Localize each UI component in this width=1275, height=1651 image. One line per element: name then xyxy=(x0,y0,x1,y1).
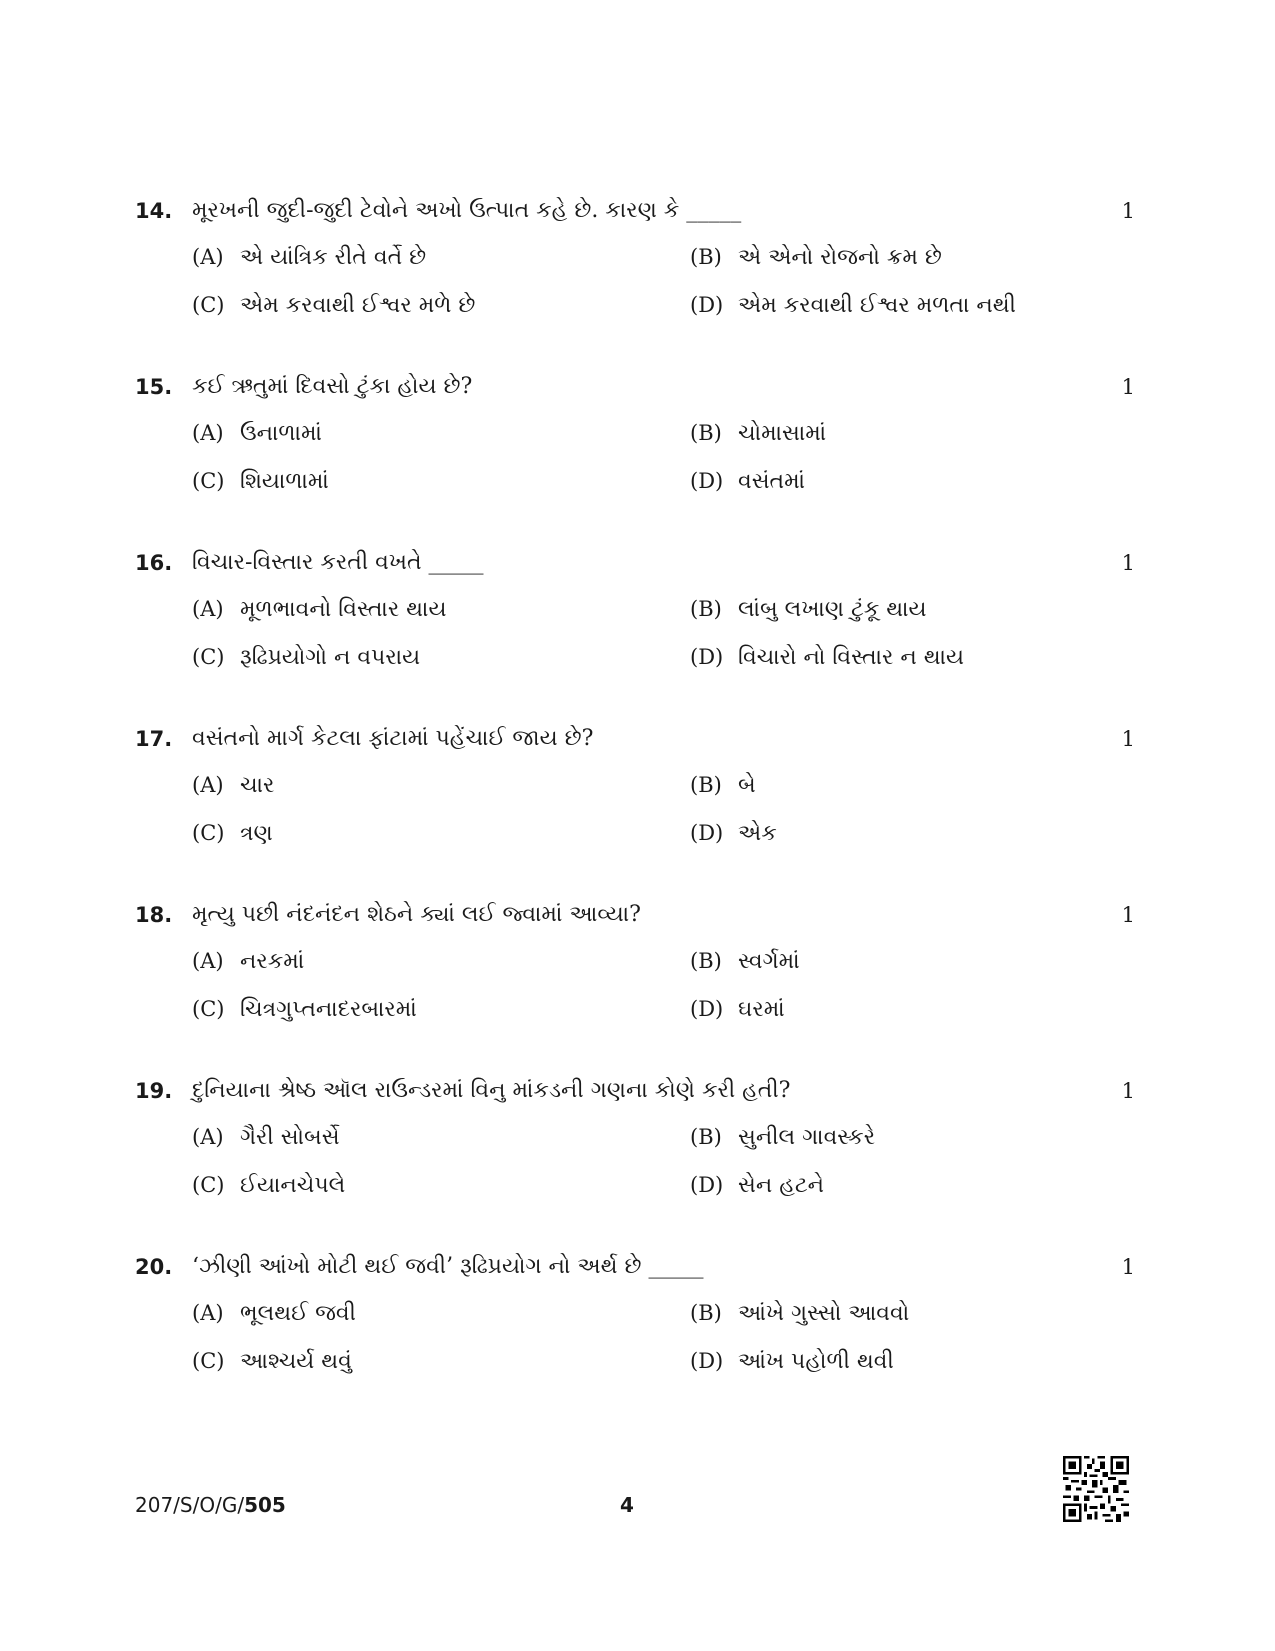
question-18 xyxy=(135,897,1135,1047)
option-text: એ એનો રોજનો ક્રમ છે xyxy=(738,245,942,270)
paper-code xyxy=(135,1491,286,1519)
option-b xyxy=(690,943,800,979)
option-label: (D) xyxy=(690,469,724,493)
option-label: (B) xyxy=(690,597,722,621)
question-line xyxy=(135,897,1135,933)
option-text: શિયાળામાં xyxy=(240,469,329,494)
option-text: નરકમાં xyxy=(240,949,305,974)
question-line xyxy=(135,369,1135,405)
option-text: એમ કરવાથી ઈશ્વર મળતા નથી xyxy=(738,293,1016,318)
option-label: (C) xyxy=(192,1173,225,1197)
option-c xyxy=(192,815,273,851)
option-label: (B) xyxy=(690,773,722,797)
option-d xyxy=(690,639,964,675)
question-text: વિચાર-વિસ્તાર કરતી વખતે _____ xyxy=(192,550,484,575)
question-marks: 1 xyxy=(1121,551,1135,575)
question-number: 19. xyxy=(135,1079,173,1103)
question-text: કઈ ઋતુમાં દિવસો ટુંકા હોય છે? xyxy=(192,374,473,399)
option-text: બે xyxy=(738,773,756,798)
question-text: મૃત્યુ પછી નંદનંદન શેઠને ક્યાં લઈ જ્વામાં આવ્યા? xyxy=(192,902,641,927)
question-17 xyxy=(135,721,1135,871)
question-marks: 1 xyxy=(1121,727,1135,751)
option-a xyxy=(192,591,446,627)
option-d xyxy=(690,815,777,851)
option-label: (C) xyxy=(192,821,225,845)
option-b xyxy=(690,767,756,803)
question-number: 16. xyxy=(135,551,173,575)
option-label: (A) xyxy=(192,597,224,621)
question-marks: 1 xyxy=(1121,1079,1135,1103)
question-line xyxy=(135,1249,1135,1285)
option-label: (A) xyxy=(192,1301,224,1325)
option-label: (D) xyxy=(690,1173,724,1197)
paper-code-prefix: 207/S/O/G/ xyxy=(135,1493,245,1517)
option-text: ગૈરી સોબર્સે xyxy=(240,1125,340,1150)
question-number: 18. xyxy=(135,903,173,927)
option-b xyxy=(690,1295,909,1331)
option-b xyxy=(690,1119,875,1155)
option-c xyxy=(192,1343,352,1379)
option-text: રૂઢિપ્રયોગો ન વપરાય xyxy=(240,645,421,670)
option-text: ત્રણ xyxy=(240,821,273,846)
option-label: (A) xyxy=(192,949,224,973)
option-a xyxy=(192,415,322,451)
option-a xyxy=(192,767,274,803)
option-label: (B) xyxy=(690,421,722,445)
option-a xyxy=(192,1119,340,1155)
qr-code-icon xyxy=(1063,1456,1129,1522)
option-a xyxy=(192,1295,356,1331)
page-number: 4 xyxy=(620,1493,634,1517)
option-c xyxy=(192,1167,345,1203)
option-text: લાંબુ લખાણ ટુંકૂ થાય xyxy=(738,597,927,622)
option-a xyxy=(192,239,426,275)
option-label: (C) xyxy=(192,469,225,493)
option-label: (A) xyxy=(192,245,224,269)
option-text: સ્વર્ગમાં xyxy=(738,949,800,974)
option-label: (D) xyxy=(690,645,724,669)
question-marks: 1 xyxy=(1121,1255,1135,1279)
option-text: ભૂલથઈ જવી xyxy=(240,1301,356,1326)
option-text: સુનીલ ગાવસ્કરે xyxy=(738,1125,876,1150)
option-c xyxy=(192,463,329,499)
option-c xyxy=(192,639,420,675)
option-text: ચિત્રગુપ્તનાદરબારમાં xyxy=(240,997,417,1022)
question-number: 15. xyxy=(135,375,173,399)
option-label: (C) xyxy=(192,997,225,1021)
question-marks: 1 xyxy=(1121,375,1135,399)
option-label: (A) xyxy=(192,421,224,445)
option-label: (B) xyxy=(690,245,722,269)
option-c xyxy=(192,991,417,1027)
option-label: (C) xyxy=(192,645,225,669)
question-line xyxy=(135,193,1135,229)
option-label: (A) xyxy=(192,1125,224,1149)
option-text: આશ્ચર્ય થવું xyxy=(240,1349,352,1374)
option-text: વસંતમાં xyxy=(738,469,806,494)
option-label: (B) xyxy=(690,949,722,973)
option-text: મૂળભાવનો વિસ્તાર થાય xyxy=(240,597,447,622)
option-b xyxy=(690,591,927,627)
option-text: એ યાંત્રિક રીતે વર્તે છે xyxy=(240,245,427,270)
question-20 xyxy=(135,1249,1135,1399)
option-label: (D) xyxy=(690,821,724,845)
option-label: (D) xyxy=(690,293,724,317)
option-text: એક xyxy=(738,821,777,846)
question-text: મૂરખની જુદી-જુદી ટેવોને અખો ઉત્પાત કહે છે. કારણ કે _____ xyxy=(192,198,742,223)
option-label: (C) xyxy=(192,1349,225,1373)
option-label: (C) xyxy=(192,293,225,317)
question-14 xyxy=(135,193,1135,343)
question-marks: 1 xyxy=(1121,199,1135,223)
option-d xyxy=(690,1343,894,1379)
question-line xyxy=(135,721,1135,757)
option-text: ઈયાનચેપલે xyxy=(240,1173,346,1198)
question-marks: 1 xyxy=(1121,903,1135,927)
question-line xyxy=(135,545,1135,581)
option-text: ચોમાસામાં xyxy=(738,421,827,446)
option-text: સેન હટને xyxy=(738,1173,825,1198)
option-text: ચાર xyxy=(240,773,275,798)
question-16 xyxy=(135,545,1135,695)
option-label: (A) xyxy=(192,773,224,797)
question-15 xyxy=(135,369,1135,519)
option-b xyxy=(690,415,826,451)
question-text: વસંતનો માર્ગ કેટલા ફાંટામાં પહેંચાઈ જાય છે? xyxy=(192,726,594,751)
question-19 xyxy=(135,1073,1135,1223)
option-d xyxy=(690,463,805,499)
option-text: એમ કરવાથી ઈશ્વર મળે છે xyxy=(240,293,476,318)
option-d xyxy=(690,991,785,1027)
question-line xyxy=(135,1073,1135,1109)
option-text: આંખે ગુસ્સો આવવો xyxy=(738,1301,910,1326)
question-number: 14. xyxy=(135,199,173,223)
option-label: (D) xyxy=(690,1349,724,1373)
question-number: 17. xyxy=(135,727,173,751)
option-d xyxy=(690,1167,824,1203)
option-c xyxy=(192,287,475,323)
question-text: દુનિયાના શ્રેષ્ઠ ઑલ રાઉન્ડરમાં વિનુ માંકડની ગણના કોણે કરી હતી? xyxy=(192,1078,791,1103)
paper-code-number: 505 xyxy=(244,1493,286,1517)
option-text: ઉનાળામાં xyxy=(240,421,322,446)
option-d xyxy=(690,287,1016,323)
option-label: (D) xyxy=(690,997,724,1021)
option-label: (B) xyxy=(690,1301,722,1325)
option-text: આંખ પહોળી થવી xyxy=(738,1349,894,1374)
option-a xyxy=(192,943,304,979)
question-text: ‘ઝીણી આંખો મોટી થઈ જવી’ રૂઢિપ્રયોગ નો અર્થ છે _____ xyxy=(192,1254,704,1279)
question-number: 20. xyxy=(135,1255,173,1279)
option-text: ઘરમાં xyxy=(738,997,785,1022)
option-text: વિચારો નો વિસ્તાર ન થાય xyxy=(738,645,964,670)
option-label: (B) xyxy=(690,1125,722,1149)
option-b xyxy=(690,239,942,275)
